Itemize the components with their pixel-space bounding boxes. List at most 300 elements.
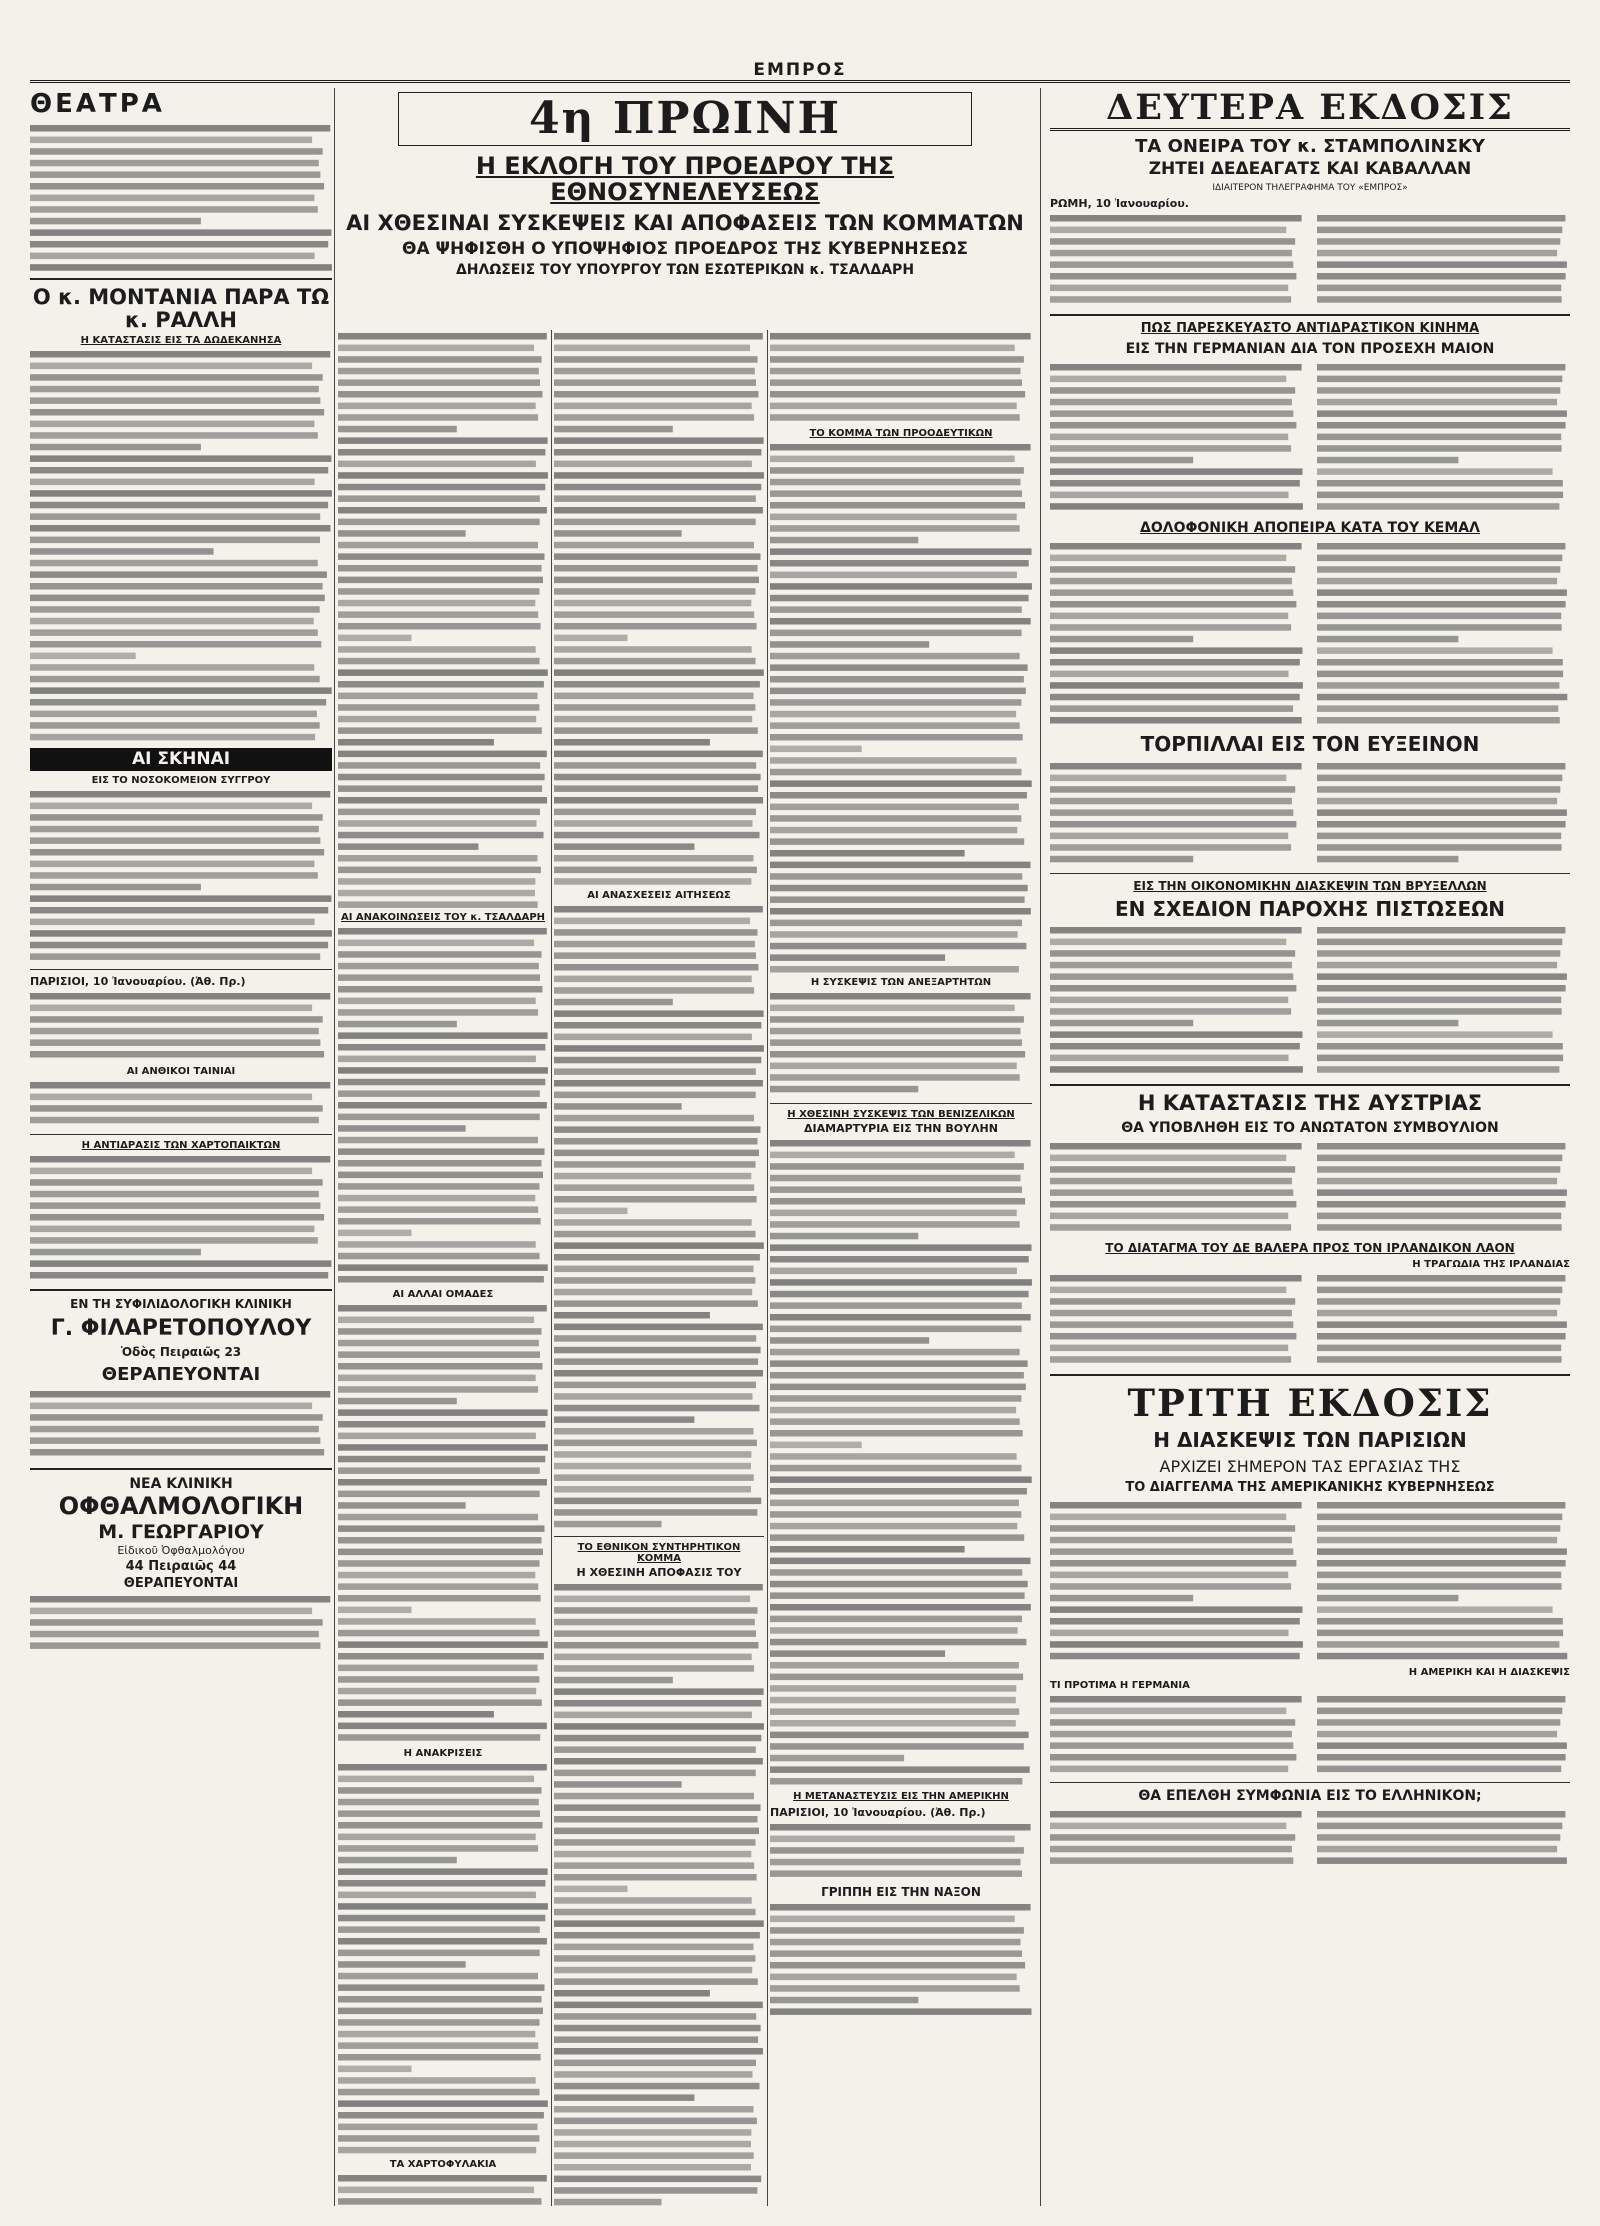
text-line [554, 952, 756, 959]
text-line [338, 1572, 535, 1579]
text-line [1317, 1731, 1557, 1738]
text-line [770, 1904, 1031, 1911]
subheadline-anakriseis: Η ΑΝΑΚΡΙΣΕΙΣ [403, 1748, 483, 1759]
text-line [770, 850, 965, 857]
text-line [338, 1880, 545, 1887]
text-line [30, 688, 332, 695]
text-line [1050, 387, 1295, 394]
text-line [30, 1202, 320, 1209]
text-line [770, 379, 1022, 386]
text-line [30, 241, 328, 248]
text-line [1317, 1846, 1557, 1853]
text-line [1317, 1571, 1561, 1578]
text-line [1050, 1298, 1295, 1305]
text-line [554, 1405, 760, 1412]
text-line [1317, 1834, 1560, 1841]
text-line [554, 1804, 761, 1811]
text-line [770, 1558, 1031, 1565]
text-line [30, 386, 319, 393]
text-line [554, 906, 763, 913]
text-line [1050, 1333, 1296, 1340]
text-line [1317, 962, 1557, 969]
text-line [338, 1479, 547, 1486]
text-line [338, 379, 540, 386]
ad-eye-clinic-line1: ΝΕΑ ΚΛΙΝΙΚΗ [129, 1475, 233, 1492]
text-line [1317, 763, 1565, 770]
text-line [770, 885, 1028, 892]
ad-eye-clinic-line3: Μ. ΓΕΩΡΓΑΡΙΟΥ [98, 1520, 264, 1543]
text-line [770, 1859, 1021, 1866]
text-line [1317, 1811, 1565, 1818]
text-line [554, 1184, 754, 1191]
text-line [554, 1665, 754, 1672]
front-page-banner [338, 92, 1032, 282]
text-line [30, 1643, 320, 1650]
text-line [770, 606, 1022, 613]
text-line [338, 1218, 541, 1225]
text-line [1317, 1653, 1567, 1660]
text-line [554, 2060, 756, 2067]
text-line [770, 1836, 1015, 1843]
text-line [30, 1403, 312, 1410]
text-line [1317, 578, 1557, 585]
text-line [1050, 974, 1293, 981]
article-text [770, 1137, 1032, 1789]
text-line [1317, 939, 1562, 946]
text-line [1317, 774, 1562, 781]
text-line [554, 1758, 763, 1765]
text-line [554, 519, 756, 526]
text-line [1317, 1333, 1566, 1340]
text-line [338, 669, 548, 676]
text-line [1317, 1857, 1567, 1864]
text-line [1317, 1719, 1560, 1726]
headline-zitei: ΖΗΤΕΙ ΔΕΔΕΑΓΑΤΣ ΚΑΙ ΚΑΒΑΛΛΑΝ [1148, 159, 1472, 180]
text-line [30, 918, 315, 925]
text-line [1050, 410, 1293, 417]
text-line [1050, 1143, 1302, 1150]
edition-title: 4η ΠΡΩΙΝΗ [398, 92, 972, 146]
text-line [1050, 589, 1293, 596]
text-line [1050, 1066, 1303, 1073]
masthead [30, 58, 1570, 83]
text-line [554, 542, 754, 549]
text-line [1317, 1618, 1563, 1625]
text-line [554, 1347, 761, 1354]
text-line [338, 658, 540, 665]
column-rule [767, 330, 768, 2206]
text-line [1317, 1032, 1553, 1039]
text-line [338, 2198, 542, 2205]
text-line [1317, 659, 1563, 666]
text-line [554, 929, 758, 936]
text-line [1317, 238, 1560, 245]
text-line [338, 1973, 538, 1980]
text-line [1317, 985, 1566, 992]
text-line [554, 1498, 761, 1505]
text-line [554, 1382, 756, 1389]
text-line [30, 467, 328, 474]
text-line [1050, 1707, 1286, 1714]
text-line [554, 495, 756, 502]
text-line [338, 1467, 540, 1474]
text-line [554, 867, 757, 874]
text-line [554, 2002, 763, 2009]
text-line [30, 1449, 324, 1456]
text-line [1050, 1345, 1288, 1352]
text-line [30, 1237, 318, 1244]
text-line [1317, 1641, 1559, 1648]
headline-torpillai: ΤΟΡΠΙΛΛΑΙ ΕΙΣ ΤΟΝ ΕΥΞΕΙΝΟΝ [1140, 732, 1480, 757]
divider [1050, 1374, 1570, 1376]
text-line [554, 1057, 761, 1064]
text-line [1317, 376, 1562, 383]
text-line [338, 437, 548, 444]
text-line [30, 444, 201, 451]
text-line [554, 1254, 760, 1261]
text-line [338, 1317, 534, 1324]
text-line [1050, 422, 1296, 429]
text-line [1050, 1287, 1286, 1294]
text-line [338, 1868, 548, 1875]
text-line [338, 1102, 547, 1109]
text-line [338, 762, 540, 769]
divider [1050, 873, 1570, 874]
text-line [338, 1699, 542, 1706]
subheadline-montania: Η ΚΑΤΑΣΤΑΣΙΣ ΕΙΣ ΤΑ ΔΩΔΕΚΑΝΗΣΑ [80, 335, 282, 347]
text-line [554, 1642, 759, 1649]
text-line [554, 1126, 761, 1133]
text-line [770, 722, 1020, 729]
text-line [338, 1723, 547, 1730]
text-line [770, 1939, 1021, 1946]
text-line [770, 1465, 1021, 1472]
text-line [1317, 364, 1565, 371]
text-line [770, 746, 862, 753]
text-line [554, 1781, 682, 1788]
subheadline-amerik: Η ΑΜΕΡΙΚΗ ΚΑΙ Η ΔΙΑΣΚΕΨΙΣ [1408, 1666, 1570, 1678]
text-line [338, 1787, 542, 1794]
text-line [770, 1662, 1019, 1669]
text-line [30, 549, 214, 556]
text-line [1050, 624, 1291, 631]
text-line [30, 993, 330, 1000]
text-line [770, 1268, 1017, 1275]
text-line [338, 1230, 412, 1237]
text-line [30, 525, 331, 532]
text-line [554, 785, 758, 792]
text-line [30, 583, 323, 590]
text-line [1050, 1641, 1303, 1648]
text-line [1050, 555, 1286, 562]
text-line [1050, 1321, 1293, 1328]
text-line [338, 1433, 536, 1440]
text-line [554, 1231, 756, 1238]
text-line [554, 1932, 760, 1939]
text-line [770, 1326, 1022, 1333]
text-line [554, 577, 759, 584]
text-line [554, 1607, 758, 1614]
text-line [30, 676, 320, 683]
text-line [770, 514, 1017, 521]
text-line [554, 1509, 757, 1516]
text-line [770, 502, 1025, 509]
text-line [1050, 682, 1303, 689]
text-line [338, 890, 535, 897]
text-line [1317, 636, 1458, 643]
article-text [1050, 1693, 1570, 1777]
text-line [338, 2031, 535, 2038]
divider [30, 969, 332, 970]
text-line [1050, 399, 1292, 406]
headline-pos: ΠΩΣ ΠΑΡΕΣΚΕΥΑΣΤΟ ΑΝΤΙΔΡΑΣΤΙΚΟΝ ΚΙΝΗΜΑ [1140, 320, 1480, 336]
subheadline-tainiai: ΑΙ ΑΝΘΙΚΟΙ ΤΑΙΝΙΑΙ [126, 1065, 236, 1077]
text-line [338, 1172, 543, 1179]
headline-symfonia: ΘΑ ΕΠΕΛΘΗ ΣΥΜΦΩΝΙΑ ΕΙΣ ΤΟ ΕΛΛΗΝΙΚΟΝ; [1138, 1787, 1482, 1804]
text-line [338, 1502, 466, 1509]
text-line [770, 1086, 918, 1093]
text-line [770, 1233, 918, 1240]
text-line [770, 993, 1031, 1000]
text-line [30, 572, 327, 579]
subheadline-ethniko-apofasis: Η ΧΘΕΣΙΝΗ ΑΠΟΦΑΣΙΣ ΤΟΥ [576, 1566, 742, 1579]
text-line [30, 1272, 328, 1279]
text-line [554, 1277, 755, 1284]
text-line [30, 618, 314, 625]
text-line [1050, 1618, 1300, 1625]
text-line [770, 2008, 1032, 2015]
text-line [554, 1068, 756, 1075]
text-line [554, 2013, 756, 2020]
text-line [554, 1793, 754, 1800]
text-line [1050, 1043, 1300, 1050]
article-text [1050, 1272, 1570, 1368]
text-line [554, 739, 710, 746]
text-line [30, 125, 330, 132]
divider [1050, 314, 1570, 316]
text-line [1317, 927, 1565, 934]
text-line [30, 895, 331, 902]
text-line [554, 588, 756, 595]
text-line [554, 345, 750, 352]
text-line [554, 1967, 752, 1974]
text-line [30, 1214, 324, 1221]
text-line [338, 1137, 538, 1144]
text-line [1050, 1275, 1302, 1282]
article-text [30, 348, 332, 742]
text-line [30, 183, 324, 190]
text-line [770, 1927, 1024, 1934]
text-line [770, 1221, 1020, 1228]
text-line [1317, 1765, 1561, 1772]
text-line [770, 1720, 1016, 1727]
text-line [338, 1456, 545, 1463]
text-line [770, 1650, 945, 1657]
text-line [30, 1105, 323, 1112]
text-line [30, 206, 318, 213]
text-line [554, 2118, 757, 2125]
text-line [338, 1822, 543, 1829]
text-line [1050, 1719, 1295, 1726]
text-line [30, 595, 325, 602]
subheadline-skinai: ΕΙΣ ΤΟ ΝΟΣΟΚΟΜΕΙΟΝ ΣΥΓΓΡΟΥ [91, 774, 271, 786]
text-line [30, 433, 318, 440]
subheadline-tragodia: Η ΤΡΑΓΩΔΙΑ ΤΗΣ ΙΡΛΑΝΔΙΑΣ [1412, 1258, 1570, 1270]
text-line [770, 1291, 1029, 1298]
article-text [338, 2172, 548, 2206]
text-line [338, 2019, 540, 2026]
text-line [338, 727, 542, 734]
text-line [1050, 647, 1303, 654]
text-line [338, 542, 538, 549]
text-line [338, 1595, 541, 1602]
ad-eye-clinic-line6: ΘΕΡΑΠΕΥΟΝΤΑΙ [123, 1576, 239, 1592]
text-line [1050, 1502, 1302, 1509]
text-line [30, 711, 317, 718]
text-line [770, 1569, 1022, 1576]
text-line [30, 363, 312, 370]
text-line [1050, 1754, 1296, 1761]
text-line [30, 837, 320, 844]
text-line [1317, 1707, 1562, 1714]
article-text [1050, 212, 1570, 308]
text-line [338, 1183, 540, 1190]
text-line [554, 941, 755, 948]
text-line [1050, 503, 1303, 510]
text-line [30, 502, 328, 509]
text-line [338, 2042, 538, 2048]
text-line [338, 1044, 545, 1051]
text-line [338, 1241, 536, 1248]
text-line [338, 368, 539, 375]
text-line [554, 611, 754, 618]
subheadline-ethniko-komma: ΤΟ ΕΘΝΙΚΟΝ ΣΥΝΤΗΡΗΤΙΚΟΝ ΚΟΜΜΑ [577, 1542, 741, 1564]
text-line [1317, 1321, 1567, 1328]
text-line [338, 1491, 540, 1498]
text-line [338, 1195, 535, 1202]
text-line [554, 2129, 751, 2136]
text-line [1050, 226, 1286, 233]
text-line [554, 1828, 759, 1835]
text-line [554, 2141, 751, 2148]
text-line [1317, 786, 1560, 793]
text-line [338, 1525, 545, 1532]
article-text [338, 330, 548, 910]
text-line [770, 583, 1032, 590]
text-line [554, 600, 751, 607]
text-line [770, 1708, 1019, 1715]
text-line [1317, 410, 1567, 417]
text-line [1050, 1571, 1288, 1578]
text-line [1050, 1201, 1296, 1208]
text-line [1050, 717, 1302, 724]
text-line [1317, 613, 1561, 620]
article-text [30, 122, 332, 272]
text-line [554, 1045, 764, 1052]
text-line [554, 1920, 764, 1927]
text-line [770, 1778, 1022, 1785]
text-line [30, 641, 321, 648]
text-line [338, 2054, 541, 2061]
text-line [1317, 1629, 1563, 1636]
article-text [554, 903, 764, 1531]
text-line [554, 2071, 753, 2078]
text-line [554, 1746, 756, 1753]
text-line [1050, 1537, 1292, 1544]
headline-montania: Ο κ. ΜΟΝΤΑΝΙΑ ΠΑΡΑ ΤΩ κ. ΡΑΛΛΗ [32, 285, 330, 332]
text-line [770, 595, 1029, 602]
text-line [770, 1616, 1022, 1623]
text-line [770, 1005, 1015, 1012]
subheadline-anexartitoi: Η ΣΥΣΚΕΨΙΣ ΤΩΝ ΑΝΕΞΑΡΤΗΤΩΝ [810, 977, 992, 988]
text-line [1317, 399, 1557, 406]
text-line [770, 931, 1018, 938]
text-line [554, 1138, 758, 1145]
text-line [338, 1676, 539, 1683]
text-line [554, 379, 756, 386]
text-line [1317, 422, 1566, 429]
text-line [554, 1521, 662, 1528]
text-line [554, 1428, 754, 1435]
text-line [554, 553, 761, 560]
text-line [1317, 555, 1562, 562]
text-line [770, 1685, 1016, 1692]
text-line [30, 1051, 324, 1058]
text-line [1317, 1823, 1562, 1830]
text-line [1050, 844, 1291, 851]
text-line [554, 820, 753, 827]
text-line [770, 1256, 1029, 1263]
text-line [770, 1546, 965, 1553]
text-line [1317, 1155, 1562, 1162]
text-line [1050, 1155, 1286, 1162]
article-text [1050, 1140, 1570, 1236]
text-line [770, 815, 1021, 822]
text-line [338, 2008, 543, 2015]
text-line [1317, 284, 1561, 291]
text-line [554, 2048, 763, 2055]
text-line [1050, 671, 1289, 678]
text-line [554, 751, 763, 758]
text-line [554, 855, 754, 862]
text-line [554, 1654, 752, 1661]
text-line [1317, 1166, 1560, 1173]
text-line [338, 1961, 466, 1968]
text-line [30, 607, 320, 614]
text-line [770, 1152, 1015, 1159]
divider [1050, 1084, 1570, 1086]
text-line [1317, 844, 1562, 851]
text-line [1317, 503, 1559, 510]
text-line [30, 1039, 320, 1046]
text-line [554, 1010, 764, 1017]
column-rule [334, 88, 335, 2206]
column-3 [554, 330, 764, 2206]
article-text [770, 1821, 1032, 1883]
text-line [30, 1167, 312, 1174]
text-line [338, 646, 536, 653]
text-line [554, 1990, 710, 1997]
text-line [554, 1677, 673, 1684]
text-line [1050, 1834, 1295, 1841]
text-line [770, 1581, 1028, 1588]
text-line [338, 2112, 544, 2119]
text-line [30, 375, 323, 382]
text-line [338, 1799, 539, 1806]
text-line [30, 1596, 330, 1603]
text-line [338, 2066, 412, 2073]
article-text [1050, 760, 1570, 868]
